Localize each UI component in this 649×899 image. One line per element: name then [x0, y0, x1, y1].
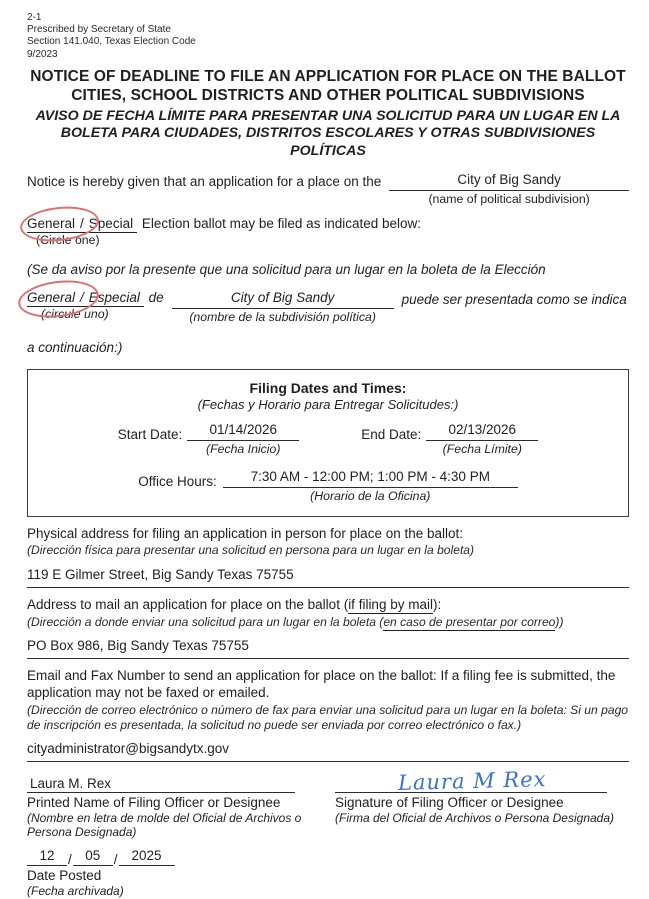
- mail-address-section: [27, 597, 629, 653]
- signature-column: [335, 767, 629, 839]
- notice-line: [27, 172, 629, 207]
- prescribed-by: Prescribed by Secretary of State: [27, 24, 171, 36]
- date-posted-day: 05: [73, 848, 113, 866]
- subdivision-caption: (name of political subdivision): [428, 192, 590, 206]
- subdivision-value: City of Big Sandy: [389, 172, 629, 191]
- start-date-field: [187, 422, 299, 457]
- office-hours-label: Office Hours:: [138, 473, 217, 489]
- filing-box-title: Filing Dates and Times:: [249, 379, 407, 396]
- end-date-value: 02/13/2026: [426, 422, 538, 441]
- mail-address-value: PO Box 986, Big Sandy Texas 75755: [27, 638, 249, 654]
- ballot-type-line-en: [27, 216, 629, 231]
- signature-line: [335, 767, 607, 796]
- document-title-english: [27, 68, 629, 106]
- email-fax-label: Email and Fax Number to send an application for place on the ballot: If a filing fee is submitted, the application may not be faxed or emailed.: [27, 668, 616, 701]
- subdivision-field-es: [172, 290, 394, 325]
- signature-label: Signature of Filing Officer or Designee: [335, 795, 564, 811]
- mail-label-underlined: if filing by mail: [348, 596, 433, 612]
- mail-address-label: [27, 597, 629, 614]
- option-general-en: General: [27, 215, 76, 231]
- document-title-spanish: [27, 108, 629, 161]
- start-date-label: Start Date:: [117, 426, 183, 442]
- printed-name-line: [27, 773, 295, 793]
- start-date-item: [118, 422, 300, 457]
- ballot-type-de: de: [148, 289, 164, 305]
- mail-label-es-prefix: (Dirección a donde enviar una solicitud para un lugar en la boleta (: [27, 614, 384, 629]
- printed-name-label-es: (Nombre en letra de molde del Oficial de Archivos o Persona Designada): [27, 811, 302, 840]
- ballot-type-rest-en: Election ballot may be filed as indicated below:: [141, 215, 422, 231]
- date-posted-month: 12: [27, 848, 67, 866]
- continuation-text: a continuación:): [27, 339, 123, 355]
- mail-label-suffix: ):: [432, 596, 442, 612]
- option-separator-en: /: [80, 215, 84, 231]
- signature-label-es: (Firma del Oficial de Archivos o Persona Designada): [335, 811, 615, 826]
- subdivision-value-es: City of Big Sandy: [172, 290, 394, 309]
- subdivision-caption-es: (nombre de la subdivisión política): [189, 309, 376, 324]
- statute-reference: Section 141.040, Texas Election Code: [27, 36, 196, 48]
- option-especial-es: Especial: [88, 289, 140, 305]
- email-fax-section: [27, 668, 629, 756]
- option-general-es: General: [27, 289, 76, 305]
- ballot-type-english: [27, 216, 629, 247]
- title-line-1: NOTICE OF DEADLINE TO FILE AN APPLICATION FOR PLACE ON THE BALLOT: [30, 67, 626, 85]
- title-es-line-2: BOLETA PARA CIUDADES, DISTRITOS ESCOLARES Y OTRAS SUBDIVISIONES POLÍTICAS: [60, 125, 596, 160]
- date-posted-year: 2025: [119, 848, 175, 866]
- section-divider: [27, 587, 629, 588]
- mail-address-label-es: [27, 615, 629, 630]
- mail-label-es-underlined: en caso de presentar por correo: [383, 614, 556, 629]
- circle-one-caption: (Circle one): [36, 232, 100, 247]
- printed-name-label: Printed Name of Filing Officer or Designee: [27, 795, 281, 811]
- signature-row: [27, 767, 629, 840]
- email-fax-label-es: (Dirección de correo electrónico o número de fax para enviar una solicitud para un lugar en la boleta: Si un pago de inscripción es presentada, la solicitud no puede ser enviada por correo electrónico o fax.): [27, 703, 629, 732]
- date-posted-label: Date Posted: [27, 868, 102, 884]
- ballot-type-options-en: [27, 216, 137, 233]
- notice-text: Notice is hereby given that an application for a place on the: [27, 173, 382, 189]
- date-posted-field: [27, 848, 629, 866]
- printed-name-column: [27, 773, 329, 839]
- title-es-line-1: AVISO DE FECHA LÍMITE PARA PRESENTAR UNA SOLICITUD PARA UN LUGAR EN LA: [35, 107, 621, 124]
- email-fax-value: cityadministrator@bigsandytx.gov: [27, 741, 230, 757]
- section-divider: [27, 658, 629, 659]
- circule-uno-caption: (circule uno): [41, 306, 109, 321]
- option-separator-es: /: [80, 289, 84, 305]
- date-slash: /: [113, 852, 118, 868]
- date-posted-label-es: (Fecha archivada): [27, 884, 124, 899]
- end-date-field: [426, 422, 538, 457]
- end-date-label: End Date:: [361, 426, 422, 442]
- form-header: [27, 12, 629, 61]
- handwritten-signature: Laura M Rex: [397, 767, 548, 796]
- start-date-value: 01/14/2026: [187, 422, 299, 441]
- office-hours-field: [223, 469, 518, 504]
- form-number: 2-1: [27, 12, 42, 23]
- title-line-2: CITIES, SCHOOL DISTRICTS AND OTHER POLITICAL SUBDIVISIONS: [71, 86, 585, 104]
- ballot-type-rest-es: puede ser presentada como se indica: [401, 291, 627, 307]
- mail-label-prefix: Address to mail an application for place on the ballot (: [27, 596, 349, 612]
- end-date-item: [361, 422, 538, 457]
- printed-name-value: Laura M. Rex: [30, 776, 112, 792]
- start-date-caption: (Fecha Inicio): [205, 441, 281, 456]
- office-hours-caption: (Horario de la Oficina): [310, 488, 431, 503]
- date-slash: /: [68, 852, 72, 868]
- section-divider: [27, 761, 629, 762]
- ballot-type-line-es: [27, 290, 164, 305]
- filing-box-subtitle: (Fechas y Horario para Entregar Solicitudes:): [197, 396, 459, 412]
- option-special-en: Special: [88, 215, 134, 231]
- spanish-intro: (Se da aviso por la presente que una solicitud para un lugar en la boleta de la Elección: [27, 261, 546, 277]
- ballot-type-spanish: [27, 290, 629, 325]
- filing-dates-box: [27, 369, 629, 517]
- physical-address-section: [27, 526, 629, 582]
- end-date-caption: (Fecha Límite): [442, 441, 522, 456]
- revision-date: 9/2023: [27, 48, 58, 60]
- physical-address-label-es: (Dirección física para presentar una solicitud en persona para un lugar en la boleta): [27, 543, 475, 558]
- dates-row: [28, 422, 628, 457]
- physical-address-label: Physical address for filing an application in person for place on the ballot:: [27, 525, 464, 541]
- office-hours-value: 7:30 AM - 12:00 PM; 1:00 PM - 4:30 PM: [223, 469, 518, 488]
- subdivision-field: [389, 172, 629, 207]
- ballot-type-options-col-es: [27, 290, 164, 321]
- mail-label-es-suffix: )): [555, 614, 564, 629]
- physical-address-value: 119 E Gilmer Street, Big Sandy Texas 75755: [27, 566, 294, 582]
- office-hours-item: [28, 469, 628, 504]
